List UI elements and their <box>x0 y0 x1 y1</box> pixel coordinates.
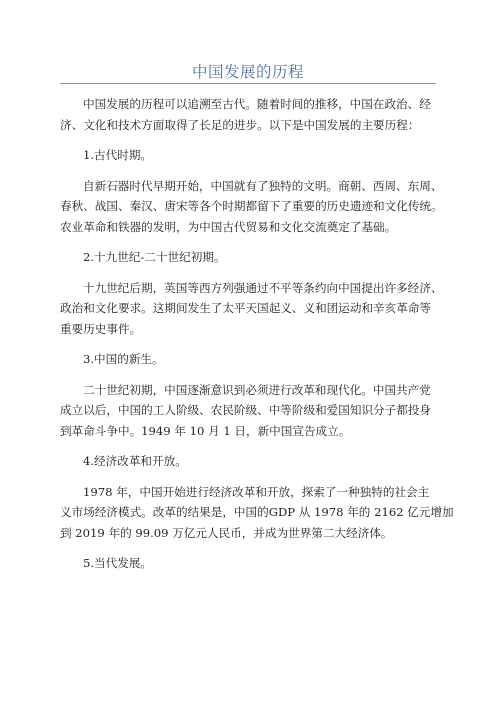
document-title: 中国发展的历程 <box>191 63 304 81</box>
paragraph-line: 到革命斗争中。1949 年 10 月 1 日，新中国宣告成立。 <box>60 423 351 438</box>
paragraph-line: 政治和文化要求。这期间发生了太平天国起义、义和团运动和辛亥革命等 <box>60 301 432 315</box>
paragraph-line: 农业革命和铁器的发明，为中国古代贸易和文化交流奠定了基础。 <box>60 219 397 234</box>
paragraph-line: 中国发展的历程可以追溯至古代。随着时间的推移，中国在政治、经 <box>83 97 431 111</box>
paragraph-line: 重要历史事件。 <box>60 321 142 336</box>
section-heading-new-china: 3.中国的新生。 <box>83 352 164 366</box>
paragraph-line: 到 2019 年的 99.09 万亿元人民币，并成为世界第二大经济体。 <box>60 525 393 540</box>
paragraph-19th-century <box>60 278 443 340</box>
paragraph-line: 自新石器时代早期开始，中国就有了独特的文明。商朝、西周、东周、 <box>83 178 443 193</box>
document-body <box>60 94 454 584</box>
section-heading-ancient: 1.古代时期。 <box>83 148 153 162</box>
paragraph-line: 十九世纪后期，英国等西方列强通过不平等条约向中国提出许多经济、 <box>83 280 443 295</box>
title-underline <box>60 83 436 84</box>
paragraph-line: 义市场经济模式。改革的结果是，中国的GDP 从 1978 年的 2162 亿元增加 <box>60 505 454 519</box>
paragraph-ancient <box>60 176 443 238</box>
paragraph-line: 成立以后，中国的工人阶级、农民阶级、中等阶级和爱国知识分子都投身 <box>60 403 432 417</box>
paragraph-line: 济、文化和技术方面取得了长足的进步。以下是中国发展的主要历程： <box>60 117 420 132</box>
paragraph-intro <box>60 94 440 135</box>
section-heading-19th-century: 2.十九世纪-二十世纪初期。 <box>83 250 226 264</box>
paragraph-line: 1978 年，中国开始进行经济改革和开放，探索了一种独特的社会主 <box>83 484 430 499</box>
section-heading-contemporary: 5.当代发展。 <box>83 556 153 570</box>
paragraph-new-china <box>60 380 440 442</box>
section-heading-reform: 4.经济改革和开放。 <box>83 454 187 468</box>
paragraph-line: 二十世纪初期，中国逐渐意识到必须进行改革和现代化。中国共产党 <box>83 382 431 397</box>
paragraph-line: 春秋、战国、秦汉、唐宋等各个时期都留下了重要的历史遗迹和文化传统。 <box>60 199 443 213</box>
paragraph-reform <box>60 482 454 544</box>
